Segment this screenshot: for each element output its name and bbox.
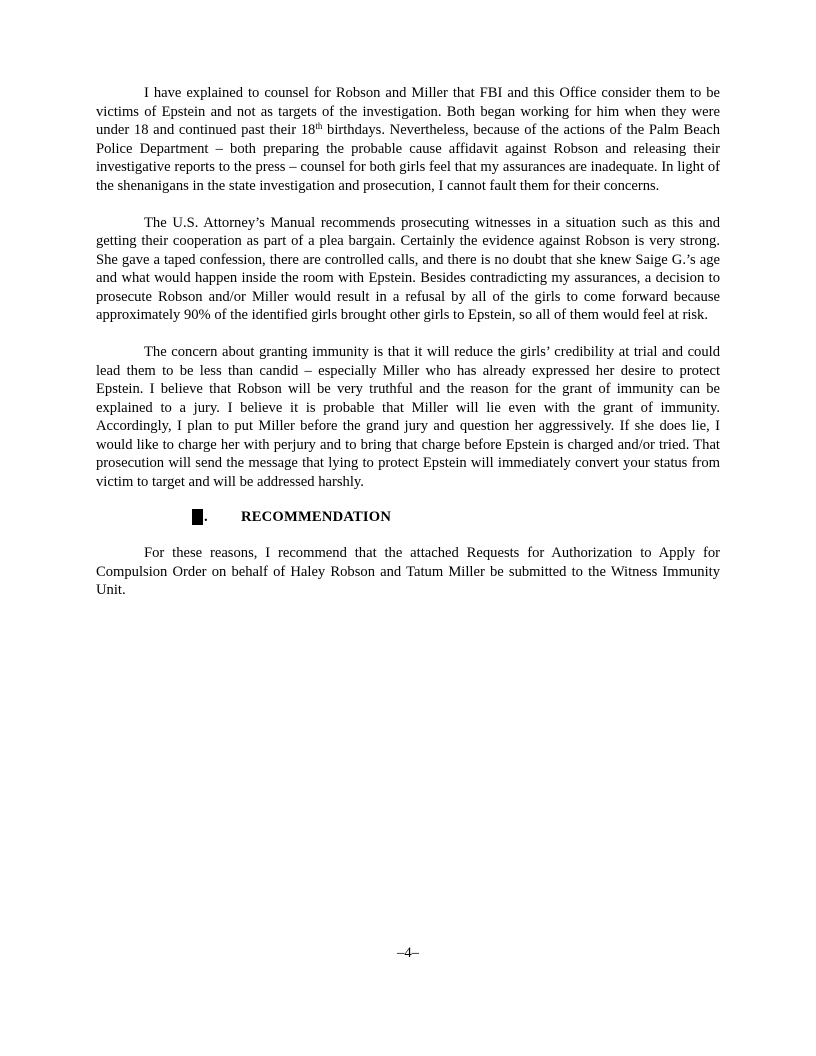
- paragraph-recommendation: For these reasons, I recommend that the attached Requests for Authorization to Apply for Compulsion Order on behalf of Haley Robson and Tatum Miller be submitted to the Witness Immunity Unit.: [96, 545, 720, 598]
- paragraph-counsel-assurances: [96, 84, 720, 195]
- paragraph-text-continued: birthdays. Nevertheless, because of the actions of the Palm Beach Police Department – both preparing the probable cause affidavit against Robson and releasing their investigative reports to the press – counsel for both girls feel that my assurances are inadequate. In light of the shenanigans in the state investigation and prosecution, I cannot fault them for their concerns.: [96, 122, 720, 194]
- ordinal-superscript: th: [315, 121, 323, 131]
- section-number-suffix: .: [204, 509, 208, 525]
- paragraph-usam-recommendation: The U.S. Attorney’s Manual recommends prosecuting witnesses in a situation such as this and getting their cooperation as part of a plea bargain. Certainly the evidence against Robson is very strong. She gave a taped confession, there are controlled calls, and there is no doubt that she knew Saige G.’s age and what would happen inside the room with Epstein. Besides contradicting my assurances, a decision to prosecute Robson and/or Miller would result in a refusal by all of the girls to come forward because approximately 90% of the identified girls brought other girls to Epstein, so all of them would feel at risk.: [96, 214, 720, 323]
- paragraph-text: I have explained to counsel for Robson and Miller that FBI and this Office consider them to be victims of Epstein and not as targets of the investigation. Both began working for him when they were under 18 and continued past their 18: [96, 85, 720, 138]
- section-heading: [96, 508, 720, 527]
- document-body: [96, 84, 720, 600]
- page-number: –4–: [397, 945, 419, 961]
- section-title: RECOMMENDATION: [241, 509, 392, 525]
- paragraph-immunity-concern: The concern about granting immunity is that it will reduce the girls’ credibility at trial and could lead them to be less than candid – especially Miller who has already expressed her desire to protect Epstein. I believe that Robson will be very truthful and the reason for the grant of immunity can be explained to a jury. I believe it is probable that Miller will lie even with the grant of immunity. Accordingly, I plan to put Miller before the grand jury and question her aggressively. If she does lie, I would like to charge her with perjury and to bring that charge before Epstein is charged and/or tried. That prosecution will send the message that lying to protect Epstein will immediately convert your status from victim to target and will be addressed harshly.: [96, 344, 720, 490]
- redaction-block: [192, 509, 203, 525]
